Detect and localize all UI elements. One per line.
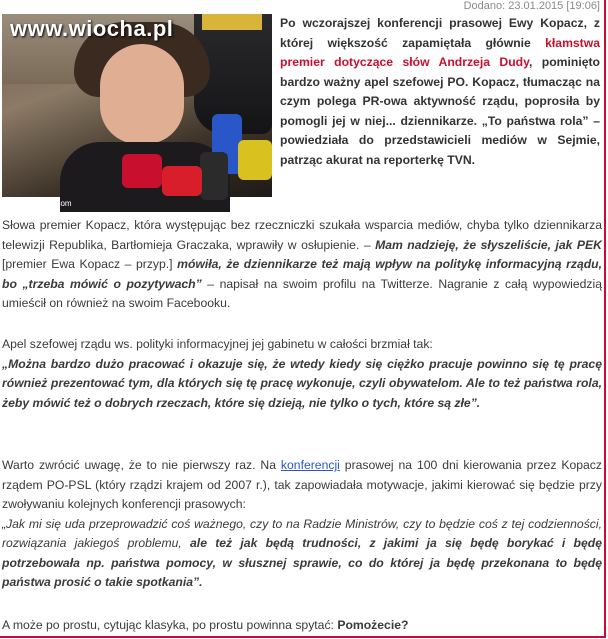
- paragraph-2: [2, 335, 602, 413]
- photo-microphone: [122, 154, 162, 188]
- p2-text: Apel szefowej rządu ws. polityki informacyjnej jej gabinetu w całości brzmiał tak:: [2, 337, 433, 351]
- paragraph-1: [2, 216, 602, 314]
- p2-quote: „Można bardzo dużo pracować i okazuje się, że wtedy kiedy się ciężko pracuje powinno się tę pracę również prezentować tym, dla których się tę pracę wykonuje, czyli obywatelom. Ale to też państwa rola, żeby mówić też o dobrych rzeczach, które się dzieją, nie tylko o tych, które są złe”.: [2, 356, 602, 410]
- p1-quote: Mam nadzieję, że słyszeliście, jak PEK: [375, 237, 602, 252]
- lead-text: Po wczorajszej konferencji prasowej Ewy Kopacz, z której większość zapamiętała głównie: [280, 16, 600, 50]
- lead-highlight: kłamstwa premier dotyczące słów Andrzeja Dudy: [280, 35, 600, 69]
- photo-face: [100, 44, 184, 144]
- p1-quote-cont: mówiła, że dziennikarze też mają wpływ na politykę informacyjną rządu, bo „trzeba mówić o pozytywach”: [2, 257, 603, 291]
- p3-text-cont: prasowej na 100 dni kierowania przez Kopacz rządem PO-PSL (który rządzi krajem od 2007 r.), tak zapowiadała motywacje, jakimi kierować się będzie przy zwoływaniu kolejnych konferencji prasowych:: [2, 458, 602, 511]
- photo-microphone: [238, 140, 272, 180]
- p1-text-end: – napisał na swoim profilu na Twitterze. Nagranie z całą wypowiedzią umieścił on również na swoim Facebooku.: [2, 276, 603, 310]
- p3-quote: „Jak mi się uda przeprowadzić coś ważnego, czy to na Radzie Ministrów, czy to będzie coś z tej codzienności, rozwiązania jakiegoś problemu,: [2, 516, 602, 550]
- photo-caption: foto: facebook.com: [4, 199, 72, 208]
- date-added: Dodano: 23.01.2015 [19:06]: [463, 0, 600, 12]
- p4-text: A może po prostu, cytując klasyka, po prostu powinna spytać:: [2, 618, 338, 632]
- photo-officer-cap: [202, 14, 262, 30]
- p3-text: Warto zwrócić uwagę, że to nie pierwszy raz. Na: [2, 458, 281, 472]
- site-watermark: www.wiocha.pl: [10, 16, 174, 41]
- photo-microphone: [162, 166, 202, 196]
- p1-aside: [premier Ewa Kopacz – przyp.]: [2, 257, 178, 271]
- p3-quote-bold: ale też jak będą trudności, z jakimi ja się będę borykać i będę potrzebowała np. państwa pomocy, w słusznej sprawie, co do której ja będę przekonana to będę państwa prosić o takie spotkania”.: [2, 536, 602, 589]
- lead-paragraph: [280, 14, 600, 170]
- photo-microphone: [200, 152, 228, 200]
- lead-text-cont: , pominięto bardzo ważny apel szefowej PO. Kopacz, tłumacząc na czym polega PR-owa aktywność rządu, poprosiła by pomogli jej w niej... dziennikarze. „To państwa rola” – powiedziała do przedstawicieli mediów w Sejmie, patrząc akurat na reporterkę TVN.: [280, 55, 600, 167]
- article-photo: [2, 14, 272, 208]
- paragraph-3: [2, 456, 602, 593]
- paragraph-4: [2, 616, 602, 636]
- p1-text: Słowa premier Kopacz, która występując bez rzeczniczki szukała wsparcia mediów, chyba tylko dziennikarza telewizji Republika, Bartłomieja Graczaka, wprawiły w osłupienie. –: [2, 218, 602, 252]
- conference-link[interactable]: konferencji: [280, 458, 340, 472]
- p4-question: Pomożecie?: [337, 618, 409, 632]
